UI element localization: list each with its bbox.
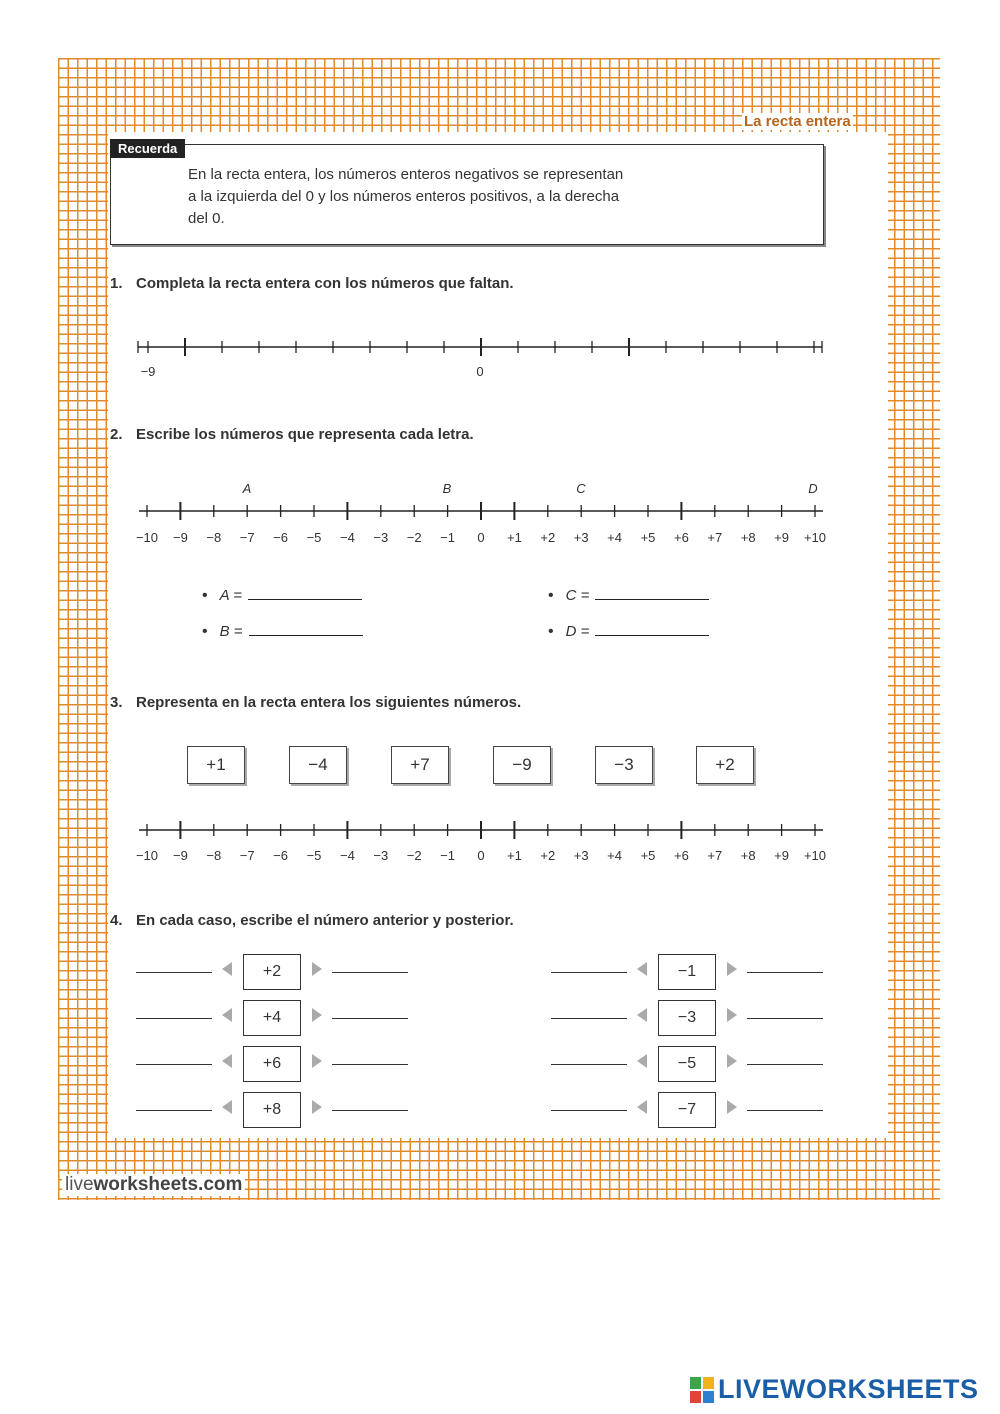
q4-row bbox=[136, 1000, 416, 1036]
q4-row bbox=[136, 1092, 416, 1128]
answer-blank-c[interactable] bbox=[595, 585, 709, 600]
logo-mark-icon bbox=[690, 1377, 714, 1403]
tick-label: −4 bbox=[339, 530, 355, 545]
number-box[interactable]: +1 bbox=[187, 746, 245, 784]
tick-label: 0 bbox=[477, 530, 485, 545]
question-number: 3. bbox=[110, 694, 123, 711]
answer-blank-a[interactable] bbox=[248, 585, 362, 600]
answer-blank-after[interactable] bbox=[747, 1110, 823, 1111]
answer-blank-d[interactable] bbox=[595, 621, 709, 636]
number-line-labels bbox=[136, 848, 826, 863]
answer-row-a bbox=[202, 585, 362, 605]
answer-blank-before[interactable] bbox=[136, 1064, 212, 1065]
number-line-1 bbox=[130, 332, 830, 382]
tick-label: −2 bbox=[406, 848, 422, 863]
arrow-left-icon bbox=[637, 962, 647, 976]
letter-d: D bbox=[808, 481, 818, 496]
tick-label: +4 bbox=[607, 848, 623, 863]
tick-label: 0 bbox=[477, 848, 485, 863]
question-number: 4. bbox=[110, 912, 123, 929]
number-line-3 bbox=[125, 812, 845, 870]
tick-label: +3 bbox=[573, 848, 589, 863]
question-text: Escribe los números que representa cada letra. bbox=[136, 426, 474, 443]
answer-blank-before[interactable] bbox=[551, 1018, 627, 1019]
answer-blank-before[interactable] bbox=[551, 1110, 627, 1111]
answer-blank-after[interactable] bbox=[332, 1018, 408, 1019]
tick-label: +4 bbox=[607, 530, 623, 545]
number-box[interactable]: −9 bbox=[493, 746, 551, 784]
tick-label: +10 bbox=[803, 530, 827, 545]
recuerda-text bbox=[188, 164, 748, 230]
q4-row bbox=[551, 1000, 831, 1036]
number-line-ticks bbox=[147, 502, 815, 520]
question-text: Completa la recta entera con los números que faltan. bbox=[136, 275, 514, 292]
answer-label: B = bbox=[219, 623, 243, 640]
tick-label: +5 bbox=[640, 530, 656, 545]
number-box: −5 bbox=[658, 1046, 716, 1082]
q4-row bbox=[551, 954, 831, 990]
answer-row-d bbox=[548, 621, 709, 641]
recuerda-line: del 0. bbox=[188, 210, 225, 227]
answer-blank-after[interactable] bbox=[747, 972, 823, 973]
number-box[interactable]: −3 bbox=[595, 746, 653, 784]
tick-label: +3 bbox=[573, 530, 589, 545]
arrow-right-icon bbox=[312, 1008, 322, 1022]
answer-blank-before[interactable] bbox=[136, 1018, 212, 1019]
arrow-right-icon bbox=[727, 1054, 737, 1068]
tick-label: +1 bbox=[506, 530, 522, 545]
number-line-ticks bbox=[147, 821, 815, 839]
tick-label: −5 bbox=[306, 848, 322, 863]
bullet-icon: • bbox=[548, 587, 554, 604]
recuerda-line: En la recta entera, los números enteros negativos se representan bbox=[188, 166, 624, 183]
arrow-left-icon bbox=[637, 1054, 647, 1068]
recuerda-tag: Recuerda bbox=[110, 139, 185, 158]
tick-label: +9 bbox=[774, 530, 790, 545]
tick-label-zero: 0 bbox=[476, 364, 484, 379]
number-line-labels bbox=[136, 530, 826, 545]
answer-blank-before[interactable] bbox=[136, 972, 212, 973]
number-box[interactable]: +7 bbox=[391, 746, 449, 784]
number-box: −3 bbox=[658, 1000, 716, 1036]
tick-label: +9 bbox=[774, 848, 790, 863]
tick-label: +10 bbox=[803, 848, 827, 863]
tick-label: −4 bbox=[339, 848, 355, 863]
footer-site-light: live bbox=[65, 1174, 94, 1195]
arrow-left-icon bbox=[222, 1100, 232, 1114]
tick-label: −2 bbox=[406, 530, 422, 545]
arrow-right-icon bbox=[727, 1100, 737, 1114]
tick-label: +1 bbox=[506, 848, 522, 863]
tick-label: +7 bbox=[707, 848, 723, 863]
question-3-title bbox=[110, 694, 521, 711]
number-box: +2 bbox=[243, 954, 301, 990]
tick-label: +8 bbox=[740, 530, 756, 545]
arrow-left-icon bbox=[637, 1008, 647, 1022]
answer-blank-after[interactable] bbox=[332, 972, 408, 973]
tick-label: −9 bbox=[172, 848, 188, 863]
number-line-2 bbox=[125, 478, 845, 550]
footer-site bbox=[62, 1174, 245, 1196]
tick-label: −8 bbox=[206, 530, 222, 545]
tick-label: −1 bbox=[440, 530, 456, 545]
arrow-right-icon bbox=[727, 1008, 737, 1022]
bullet-icon: • bbox=[548, 623, 554, 640]
tick-label: −1 bbox=[440, 848, 456, 863]
answer-row-b bbox=[202, 621, 363, 641]
number-box: −1 bbox=[658, 954, 716, 990]
answer-blank-before[interactable] bbox=[551, 972, 627, 973]
tick-label: −7 bbox=[239, 848, 255, 863]
arrow-right-icon bbox=[312, 962, 322, 976]
answer-blank-after[interactable] bbox=[332, 1064, 408, 1065]
tick-label: +5 bbox=[640, 848, 656, 863]
number-box: +4 bbox=[243, 1000, 301, 1036]
answer-blank-b[interactable] bbox=[249, 621, 363, 636]
arrow-left-icon bbox=[222, 1008, 232, 1022]
number-box[interactable]: −4 bbox=[289, 746, 347, 784]
tick-label: −6 bbox=[273, 530, 289, 545]
answer-label: D = bbox=[565, 623, 590, 640]
answer-label: A = bbox=[219, 587, 242, 604]
number-box[interactable]: +2 bbox=[696, 746, 754, 784]
question-number: 1. bbox=[110, 275, 123, 292]
number-box: +6 bbox=[243, 1046, 301, 1082]
question-text: Representa en la recta entera los siguientes números. bbox=[136, 694, 522, 711]
number-box: +8 bbox=[243, 1092, 301, 1128]
arrow-left-icon bbox=[222, 962, 232, 976]
answer-label: C = bbox=[565, 587, 590, 604]
q4-row bbox=[136, 1046, 416, 1082]
recuerda-line: a la izquierda del 0 y los números enteros positivos, a la derecha bbox=[188, 188, 620, 205]
question-2-title bbox=[110, 426, 474, 443]
tick-label: −8 bbox=[206, 848, 222, 863]
letter-c: C bbox=[576, 481, 586, 496]
tick-label: −10 bbox=[135, 530, 159, 545]
letter-b: B bbox=[442, 481, 452, 496]
tick-label: +2 bbox=[540, 848, 556, 863]
tick-label: −10 bbox=[135, 848, 159, 863]
tick-label: −9 bbox=[172, 530, 188, 545]
tick-label: −5 bbox=[306, 530, 322, 545]
letter-a: A bbox=[242, 481, 252, 496]
answer-row-c bbox=[548, 585, 709, 605]
arrow-right-icon bbox=[312, 1100, 322, 1114]
tick-label: +8 bbox=[740, 848, 756, 863]
question-number: 2. bbox=[110, 426, 123, 443]
q4-row bbox=[136, 954, 416, 990]
arrow-right-icon bbox=[727, 962, 737, 976]
bullet-icon: • bbox=[202, 587, 208, 604]
logo-text: LIVEWORKSHEETS bbox=[718, 1374, 979, 1404]
answer-blank-after[interactable] bbox=[332, 1110, 408, 1111]
answer-blank-before[interactable] bbox=[136, 1110, 212, 1111]
answer-blank-after[interactable] bbox=[747, 1064, 823, 1065]
answer-blank-before[interactable] bbox=[551, 1064, 627, 1065]
question-4-title bbox=[110, 912, 514, 929]
question-1-title bbox=[110, 275, 514, 292]
arrow-left-icon bbox=[222, 1054, 232, 1068]
tick-label: −7 bbox=[239, 530, 255, 545]
footer-site-bold: worksheets.com bbox=[93, 1174, 243, 1195]
q4-row bbox=[551, 1092, 831, 1128]
tick-label: +2 bbox=[540, 530, 556, 545]
arrow-left-icon bbox=[637, 1100, 647, 1114]
tick-label: −3 bbox=[373, 530, 389, 545]
bullet-icon: • bbox=[202, 623, 208, 640]
question-text: En cada caso, escribe el número anterior y posterior. bbox=[136, 912, 514, 929]
page-title: La recta entera bbox=[744, 113, 851, 130]
number-box: −7 bbox=[658, 1092, 716, 1128]
tick-label: +7 bbox=[707, 530, 723, 545]
tick-label: −3 bbox=[373, 848, 389, 863]
tick-label-minus-9: −9 bbox=[140, 364, 156, 379]
tick-label: +6 bbox=[673, 848, 689, 863]
tick-label: −6 bbox=[273, 848, 289, 863]
answer-blank-after[interactable] bbox=[747, 1018, 823, 1019]
q4-row bbox=[551, 1046, 831, 1082]
tick-label: +6 bbox=[673, 530, 689, 545]
arrow-right-icon bbox=[312, 1054, 322, 1068]
